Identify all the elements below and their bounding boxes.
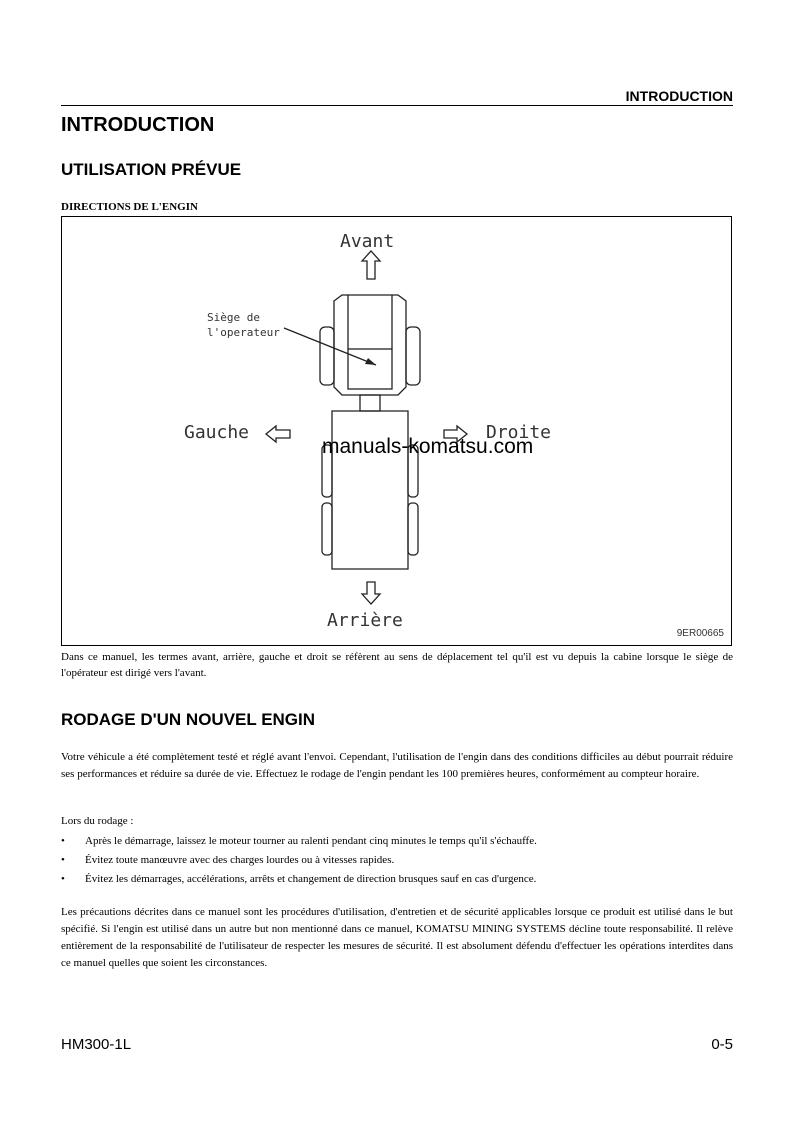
list-item-text: Évitez les démarrages, accélérations, arrêts et changement de direction brusques sauf en cas d'urgence. [85,873,537,885]
rear-left-wheel-2 [322,503,332,555]
front-right-wheel [406,327,420,385]
section-title-rodage: RODAGE D'UN NOUVEL ENGIN [61,710,316,729]
label-avant: Avant [340,231,395,252]
label-droite: Droite [486,422,552,443]
operator-seat [348,349,392,389]
list-item-text: Évitez toute manœuvre avec des charges lourdes ou à vitesses rapides. [85,854,395,866]
rodage-list [61,833,537,890]
list-item-text: Après le démarrage, laissez le moteur tourner au ralenti pendant cinq minutes le temps qu'il s'échauffe. [85,835,537,847]
rodage-list-intro: Lors du rodage : [61,815,134,827]
bullet-icon: • [61,854,65,866]
label-gauche: Gauche [184,422,250,443]
machine-top-view-drawing [62,217,731,645]
front-left-wheel [320,327,334,385]
label-siege-operateur: Siège de l'operateur [207,311,280,339]
footer-model: HM300-1L [61,1036,132,1053]
figure-caption: Dans ce manuel, les termes avant, arrière, gauche et droit se réfèrent au sens de déplacement tel qu'il est vu depuis la cabine lorsque le siège de l'opérateur est dirigé vers l'avant. [61,651,733,679]
list-item [61,833,537,852]
rear-right-wheel-2 [408,503,418,555]
section-title-utilisation: UTILISATION PRÉVUE [61,160,242,179]
bullet-icon: • [61,835,65,847]
seat-leader-line [284,328,376,365]
figure-code: 9ER00665 [676,628,724,639]
list-item [61,871,537,890]
footer-page-number: 0-5 [711,1036,733,1053]
articulation-joint [360,395,380,411]
directions-figure [61,216,732,646]
label-arriere: Arrière [327,610,403,631]
list-item [61,852,537,871]
bullet-icon: • [61,873,65,885]
arrow-left-icon [266,426,290,442]
rodage-paragraph: Votre véhicule a été complètement testé et réglé avant l'envoi. Cependant, l'utilisation de l'engin dans des conditions difficiles au début pourrait réduire ses performances et réduire sa durée de vie. Effectuez le rodage de l'engin pendant les 100 premières heures, conformément au compteur horaire. [61,751,733,780]
arrow-down-icon [362,582,380,604]
watermark: manuals-komatsu.com [322,435,534,458]
front-frame [334,295,406,395]
running-header: INTRODUCTION [61,88,733,106]
page-title: INTRODUCTION [61,114,215,136]
arrow-up-icon [362,251,380,279]
figure-title: DIRECTIONS DE L'ENGIN [61,201,198,213]
precautions-paragraph: Les précautions décrites dans ce manuel sont les procédures d'utilisation, d'entretien et de sécurité applicables lorsque ce produit est utilisé dans le but spécifié. Si l'engin est utilisé dans un autre but non mentionné dans ce manuel, KOMATSU MINING SYSTEMS décline toute responsabilité. Il relève entièrement de la responsabilité de l'utilisateur de respecter les mesures de sécurité. Il est absolument défendu d'effectuer les opérations interdites dans ce manuel quelles que soient les circonstances. [61,906,733,969]
